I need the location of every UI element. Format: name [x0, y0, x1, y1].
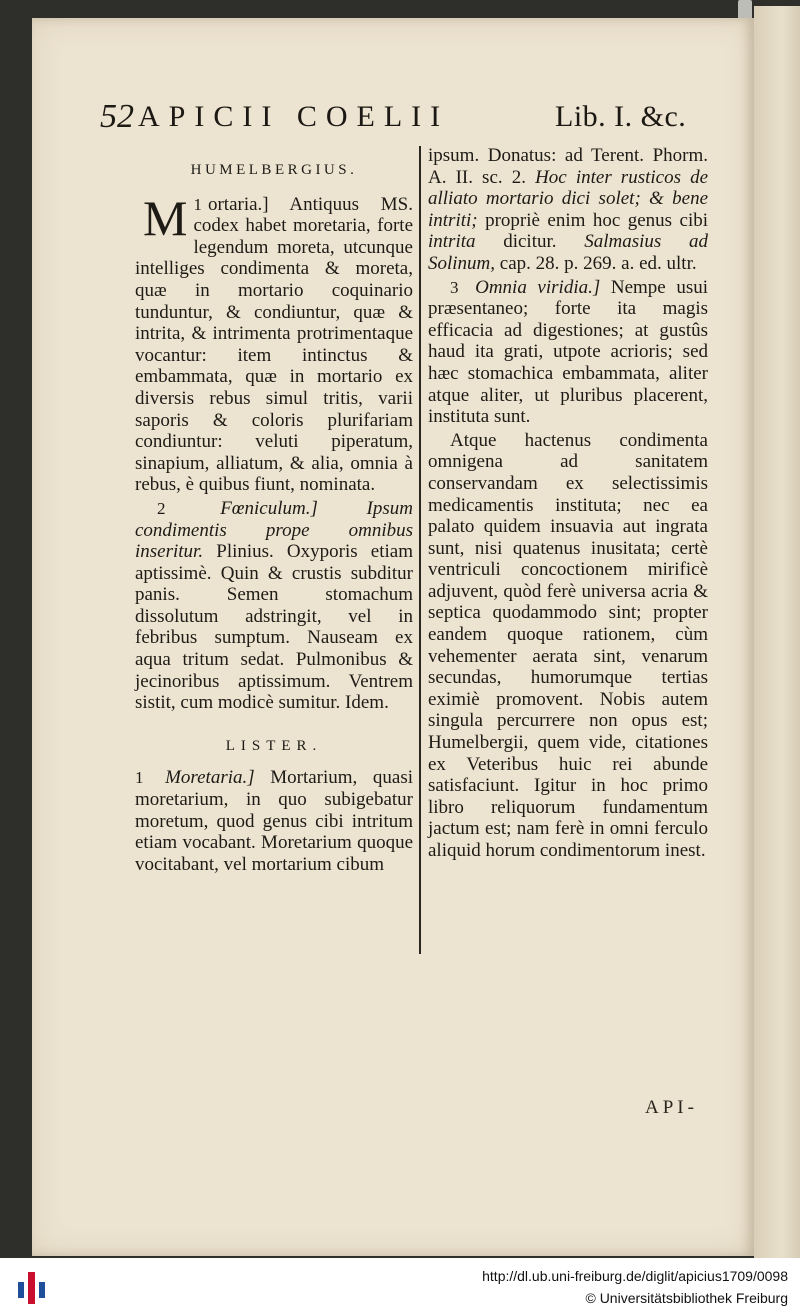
column-rule [419, 146, 421, 954]
lister-note-1 [135, 767, 413, 875]
note-2 [135, 498, 413, 714]
running-head [100, 98, 718, 138]
continuation-text: ipsum. Donatus: ad Terent. Phorm. A. II. sc. 2. [428, 145, 708, 188]
concluding-paragraph: Atque hactenus condimenta omnigena ad sanitatem conservandam ex selectissimis medicamentis instituta; nec ea palato quidem insuavia aut ingrata sunt, nisi quatenus inusitata; certè ventriculi concoctionem mirificè adjuvent, quòd ferè universa acria & septica quodammodo sint; propter eandem quoque rationem, cùm vehementer aerata sint, venarum secundas, humorumque tertias eximiè promovent. Nobis autem singula percurrere non opus est; Humelbergii, quem vide, citationes ex Veteribus huic rei abunde satisfaciunt. Igitur in hoc primo libro reliquorum fundamentum jactum est; nam ferè in omni ferculo aliquid horum condimentorum inest. [428, 429, 708, 861]
note-text: ortaria.] Antiquus MS. codex habet moretaria, forte legendum moreta, utcunque intelliges condimenta & moreta, quæ in mortario coquinario tunduntur, & condiuntur, quæ & intrita, & intrimenta protrimentaque vocantur: item intinctus & embammata, quæ in mortario ex diversis rebus simul tritis, varii saporis & coloris plurifariam condiuntur: veluti piperatum, sinapium, alliatum, & alia, omnia à rebus, è quibus fiunt, nominata. [135, 193, 413, 496]
continuation-text-2: propriè enim hoc genus cibi [485, 209, 708, 231]
permalink-url[interactable]: http://dl.ub.uni-freiburg.de/diglit/apicius1709/0098 [482, 1268, 788, 1284]
right-column [428, 145, 708, 864]
running-title: APICII COELII [138, 100, 450, 133]
note-number: 1 [193, 194, 202, 214]
book-label: Lib. I. &c. [555, 100, 687, 133]
note-text: Nempe usui præsentaneo; forte ita magis efficacia ad digestiones; at gustûs haud ita grati, utpote acrioris; sed hæc stomachica embammata, aliter atque aliter, ut pluribus placerent, instituta sunt. [428, 276, 709, 428]
citation-ref: cap. 28. p. 269. a. ed. ultr. [499, 252, 697, 274]
note-lemma: Omnia viridia.] [475, 276, 601, 298]
note-continuation [428, 145, 708, 275]
continuation-text-3: dicitur. [503, 231, 557, 253]
note-number: 2 [157, 498, 166, 518]
continuation-term: intrita [428, 231, 476, 253]
note-lemma: Fœniculum.] [220, 497, 318, 519]
catchword: API- [645, 1097, 698, 1118]
left-column [135, 158, 413, 877]
citation-author: Salmasius ad Solinum, [428, 231, 708, 274]
note-text: Mortarium, quasi moretarium, in quo subigebatur moretum, quod genus cibi intritum etiam vocabant. Moretarium quoque vocitabant, vel mortarium cibum [135, 767, 413, 875]
viewer-footer [0, 1258, 800, 1316]
drop-cap: M [143, 189, 188, 246]
facing-page-edge [754, 6, 800, 1258]
ub-freiburg-logo-icon[interactable] [14, 1270, 50, 1306]
continuation-quote: Hoc inter rusticos de alliato mortario dici solet; & bene intriti; [428, 166, 708, 231]
page-number: 52 [100, 98, 134, 135]
note-quote: Ipsum condimentis prope omnibus inseritur. [135, 497, 413, 563]
note-text: Plinius. Oxyporis etiam aptissimè. Quin & crustis subditur panis. Semen stomachum dissolutum adstringit, vel in febribus sumptum. Nauseam ex aqua tritum sedat. Pulmonibus & jecinoribus aptissimum. Ventrem sistit, cum modicè sumitur. Idem. [135, 541, 413, 714]
note-lemma: Moretaria.] [165, 767, 255, 789]
note-number: 3 [450, 277, 459, 297]
note-number: 1 [135, 768, 144, 788]
commentator-heading-humelbergius: HUMELBERGIUS. [190, 162, 358, 178]
copyright-notice: © Universitätsbibliothek Freiburg [585, 1290, 788, 1306]
commentator-heading-lister: LISTER. [225, 737, 323, 754]
note-1 [135, 189, 413, 496]
note-3 [428, 277, 708, 428]
